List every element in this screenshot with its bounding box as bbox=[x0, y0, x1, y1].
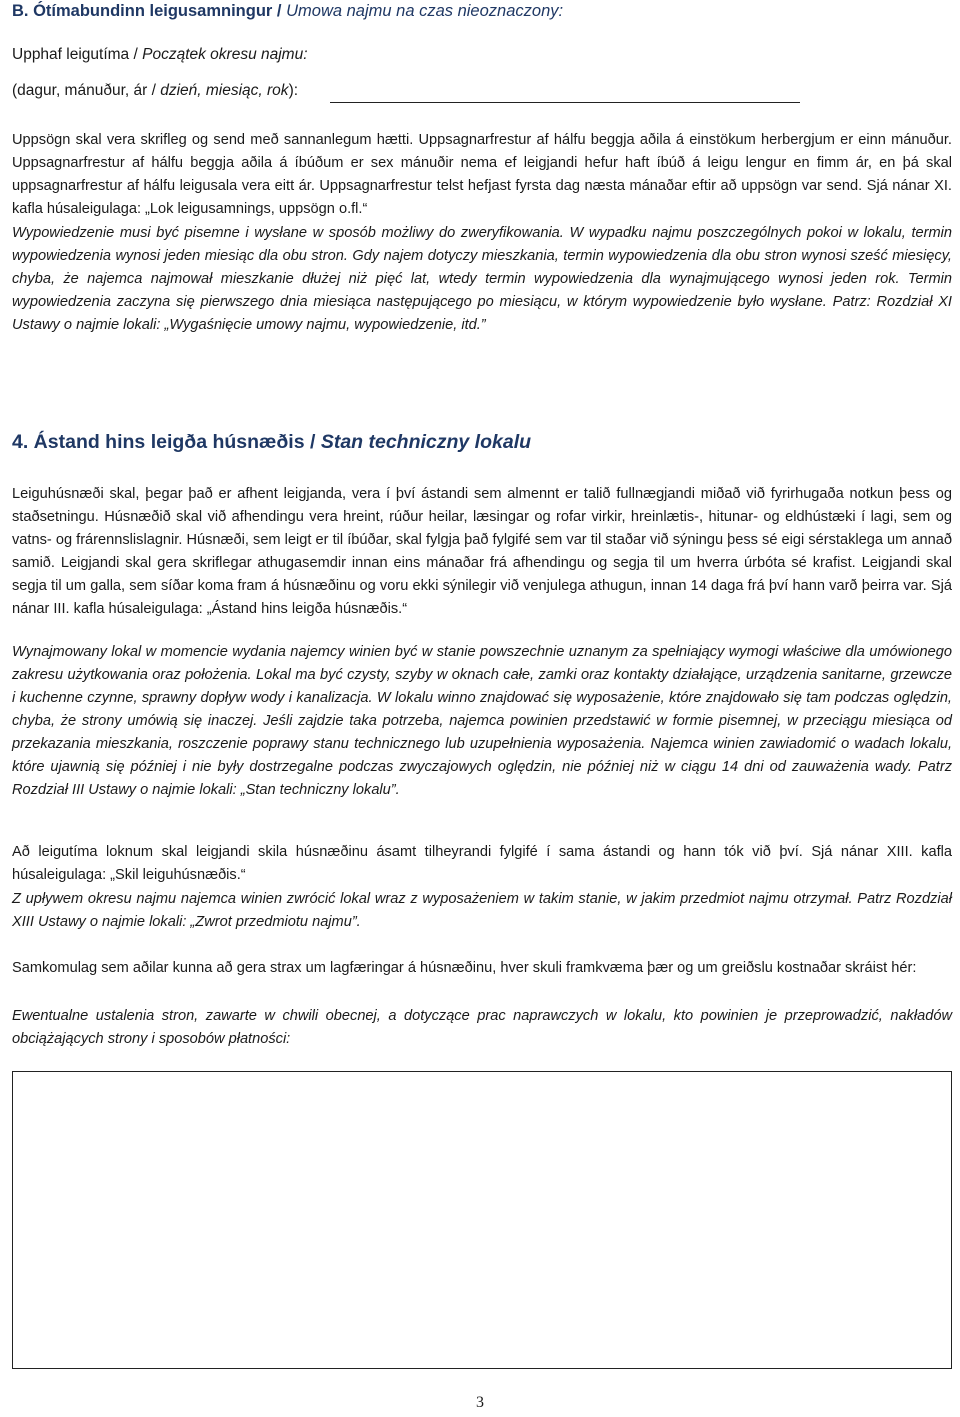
section-b-heading-pl: Umowa najmu na czas nieoznaczony: bbox=[286, 2, 564, 20]
date-format-label bbox=[12, 82, 298, 100]
notice-paragraph-is bbox=[12, 129, 952, 221]
page-number: 3 bbox=[476, 1394, 484, 1411]
return-paragraph-pl bbox=[12, 888, 952, 934]
lease-start-label-pl: Początek okresu najmu: bbox=[142, 46, 308, 63]
section-b-heading-is: B. Ótímabundinn leigusamningur / bbox=[12, 2, 282, 20]
date-prefix: (dagur, mánuður, ár / bbox=[12, 82, 156, 99]
condition-text-pl: Wynajmowany lokal w momencie wydania najemcy winien być w stanie powszechnie uznanym za spełniający wymogi właściwe dla umówionego zakresu użytkowania oraz położenia. Lokal ma być czysty, szyby w oknach całe, zamki oraz kontakty działające, urządzenia sanitarne, grzewcze i kuchenne czynne, sprawny dopływ wody i kanalizacja. W lokalu winno znajdować się wyposażenie, które znajdowało się tam podczas oględzin, chyba, że strony umówią się inaczej. Jeśli zajdzie taka potrzeba, najemca powinien przedstawić w formie pisemnej, w przeciągu miesiąca od przekazania mieszkania, roszczenie poprawy stanu technicznego lub uzupełnienia wyposażenia. Najemca winien zawiadomić o wadach lokalu, które ujawnią się później i nie były dostrzegalne podczas zwyczajowych oględzin, nie później niż w ciągu 14 dni od zauważenia wady. Patrz Rozdział III Ustawy o najmie lokali: „Stan techniczny lokalu”. bbox=[12, 644, 952, 798]
repairs-text-is: Samkomulag sem aðilar kunna að gera strax um lagfæringar á húsnæðinu, hver skuli framkvæma þær og um greiðslu kostnaðar skráist hér: bbox=[12, 960, 917, 976]
notice-text-is: Uppsögn skal vera skrifleg og send með sannanlegum hætti. Uppsagnarfrestur af hálfu beggja aðila á einstökum herbergjum er einn mánuður. Uppsagnarfrestur af hálfu beggja aðila á íbúðum er sex mánuðir nema ef leigjandi hefur haft íbúð á leigu lengur en fimm ár, en þá skal uppsagnarfrestur af hálfu leigusala vera eitt ár. Uppsagnarfrestur telst hefjast fyrsta dag næsta mánaðar eftir að uppsögn var send. Sjá nánar XI. kafla húsaleigulaga: „Lok leigusamnings, uppsögn o.fl.“ bbox=[12, 132, 952, 217]
section-4-heading bbox=[12, 431, 531, 454]
repairs-paragraph-is bbox=[12, 957, 952, 980]
return-text-is: Að leigutíma loknum skal leigjandi skila húsnæðinu ásamt tilheyrandi fylgifé í sama ástandi og hann tók við því. Sjá nánar XIII. kafla húsaleigulaga: „Skil leiguhúsnæðis.“ bbox=[12, 844, 952, 883]
section-4-heading-is: 4. Ástand hins leigða húsnæðis / bbox=[12, 431, 316, 453]
return-text-pl: Z upływem okresu najmu najemca winien zwrócić lokal wraz z wyposażeniem w takim stanie, w jakim przedmiot najmu otrzymał. Patrz Rozdział XIII Ustawy o najmie lokali: „Zwrot przedmiotu najmu”. bbox=[12, 891, 952, 930]
repairs-agreement-box[interactable] bbox=[12, 1071, 952, 1369]
condition-paragraph-is bbox=[12, 483, 952, 621]
return-paragraph-is bbox=[12, 841, 952, 887]
lease-start-label bbox=[12, 46, 308, 64]
condition-text-is: Leiguhúsnæði skal, þegar það er afhent leigjanda, vera í því ástandi sem almennt er talið fullnægjandi miðað við fyrirhugaða notkun þess og staðsetningu. Húsnæðið skal við afhendingu vera hreint, rúður heilar, læsingar og rofar virkir, hreinlætis-, hitunar- og eldhústæki í lagi, sem og vatns- og frárennslislagnir. Húsnæði, sem leigt er til íbúðar, skal fylgja það fylgifé sem var til staðar við sýningu þess sé eigi sérstaklega um annað samið. Leigjandi skal gera skriflegar athugasemdir innan eins mánaðar frá afhendingu og segja til um hverra úrbóta sé krafist. Leigjandi skal segja til um galla, sem síðar koma fram á húsnæðinu og voru ekki sýnilegir við venjulega athugun, innan 14 daga frá því hann varð þeirra var. Sjá nánar III. kafla húsaleigulaga: „Ástand hins leigða húsnæðis.“ bbox=[12, 486, 952, 617]
repairs-text-pl: Ewentualne ustalenia stron, zawarte w chwili obecnej, a dotyczące prac naprawczych w lokalu, kto powinien je przeprowadzić, nakładów obciążających strony i sposobów płatności: bbox=[12, 1008, 952, 1047]
lease-start-label-is: Upphaf leigutíma / bbox=[12, 46, 138, 63]
notice-paragraph-pl bbox=[12, 222, 952, 337]
repairs-paragraph-pl bbox=[12, 1005, 952, 1051]
section-b-heading bbox=[12, 2, 563, 21]
date-suffix: ): bbox=[288, 82, 299, 99]
notice-text-pl: Wypowiedzenie musi być pisemne i wysłane w sposób możliwy do zweryfikowania. W wypadku najmu poszczególnych pokoi w lokalu, termin wypowiedzenia wynosi jeden miesiąc dla obu stron. Gdy najem dotyczy mieszkania, termin wypowiedzenia dla obu stron wynosi sześć miesięcy, chyba, że najemca najmował mieszkanie dłużej niż pięć lat, wtedy termin wypowiedzenia dla wynajmującego wynosi jeden rok. Termin wypowiedzenia zaczyna się pierwszego dnia miesiąca następującego po miesiącu, w którym wypowiedzenie było wysłane. Patrz: Rozdział XI Ustawy o najmie lokali: „Wygaśnięcie umowy najmu, wypowiedzenie, itd.” bbox=[12, 225, 952, 333]
section-4-heading-pl: Stan techniczny lokalu bbox=[320, 431, 532, 453]
condition-paragraph-pl bbox=[12, 641, 952, 802]
start-date-field[interactable] bbox=[330, 102, 800, 103]
date-pl: dzień, miesiąc, rok bbox=[160, 82, 289, 99]
